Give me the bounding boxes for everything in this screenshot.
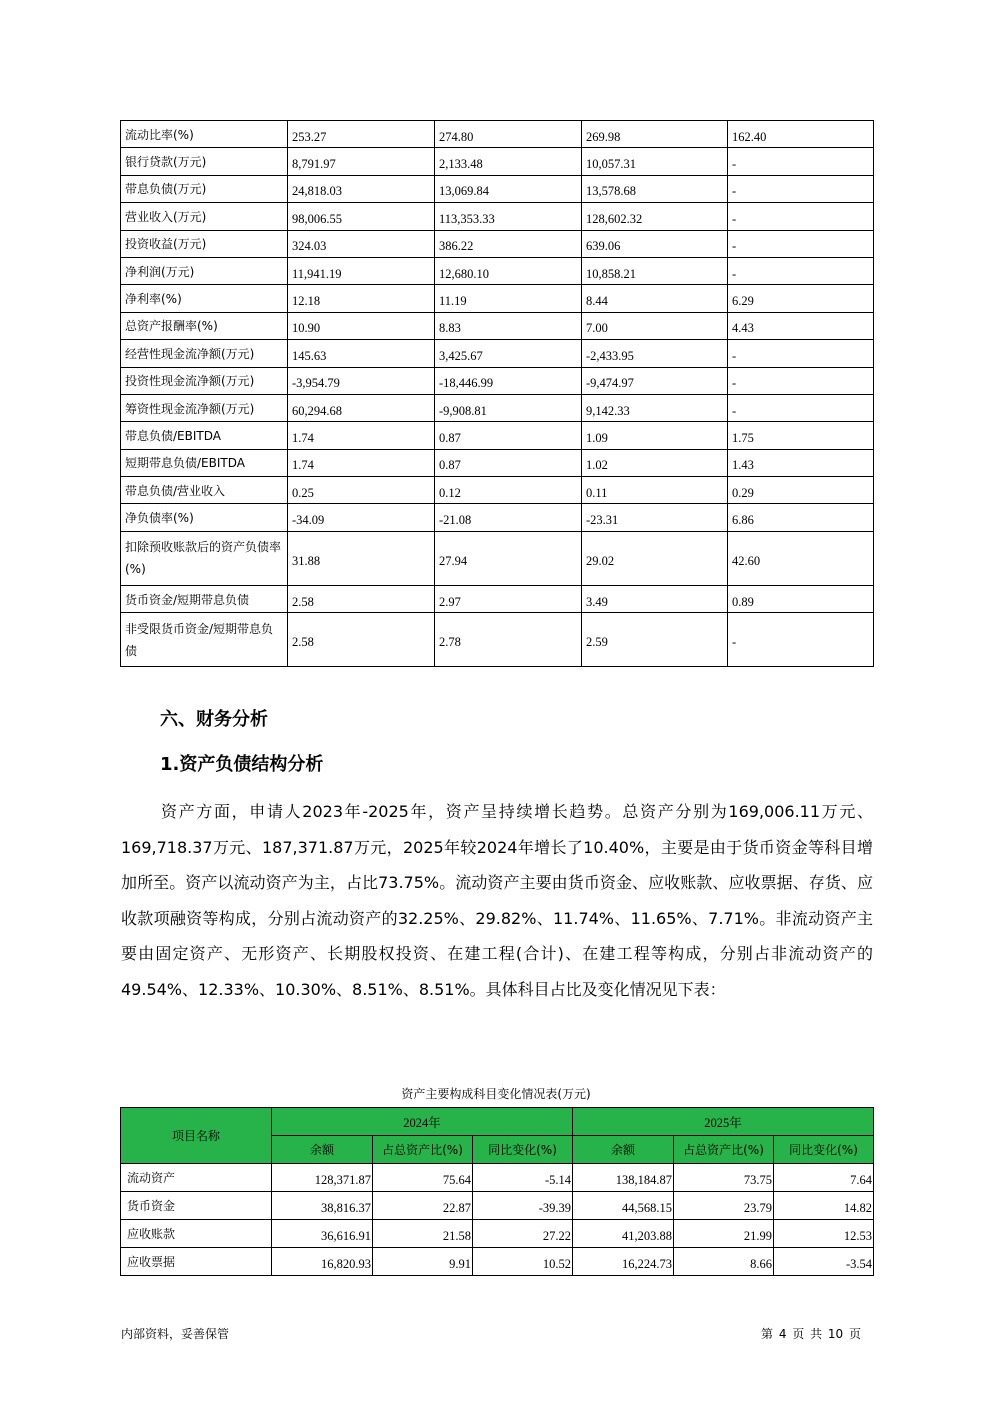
metric-value-col2: 11.19 bbox=[435, 285, 582, 312]
metrics-row bbox=[121, 312, 874, 339]
asset-item-name: 货币资金 bbox=[121, 1192, 272, 1220]
metric-value-col4: 162.40 bbox=[728, 121, 874, 148]
metrics-row bbox=[121, 477, 874, 504]
metric-value-col1: 1.74 bbox=[288, 422, 435, 449]
metric-value-col3: 2.59 bbox=[582, 613, 728, 667]
metric-label: 流动比率(%) bbox=[121, 121, 288, 148]
metric-value-col3: 10,057.31 bbox=[582, 148, 728, 175]
metric-value-col1: 253.27 bbox=[288, 121, 435, 148]
metric-value-col2: 2.78 bbox=[435, 613, 582, 667]
metric-value-col3: -9,474.97 bbox=[582, 367, 728, 394]
subheader-balance-2025: 余额 bbox=[573, 1136, 674, 1164]
year-2024-header: 2024年 bbox=[272, 1108, 573, 1136]
asset-value-col2: 9.91 bbox=[373, 1248, 473, 1276]
metric-value-col3: 269.98 bbox=[582, 121, 728, 148]
year-2025-header: 2025年 bbox=[573, 1108, 874, 1136]
asset-value-col5: 21.99 bbox=[674, 1220, 774, 1248]
metric-value-col2: 13,069.84 bbox=[435, 175, 582, 202]
metrics-row bbox=[121, 422, 874, 449]
metric-label: 非受限货币资金/短期带息负债 bbox=[121, 613, 288, 667]
financial-metrics-table bbox=[120, 120, 874, 667]
asset-row bbox=[121, 1248, 874, 1276]
analysis-paragraph: 资产方面，申请人2023年-2025年，资产呈持续增长趋势。总资产分别为169,006.11万元、169,718.37万元、187,371.87万元，2025年较2024年增长了10.40%，主要是由于货币资金等科目增加所至。资产以流动资产为主，占比73.75%。流动资产主要由货币资金、应收账款、应收票据、存货、应收款项融资等构成，分别占流动资产的32.25%、29.82%、11.74%、11.65%、7.71%。非流动资产主要由固定资产、无形资产、长期股权投资、在建工程(合计)、在建工程等构成，分别占非流动资产的49.54%、12.33%、10.30%、8.51%、8.51%。具体科目占比及变化情况见下表： bbox=[121, 802, 873, 999]
asset-value-col3: 10.52 bbox=[473, 1248, 573, 1276]
asset-composition-table bbox=[120, 1107, 874, 1276]
metric-label: 投资收益(万元) bbox=[121, 230, 288, 257]
metric-value-col1: 12.18 bbox=[288, 285, 435, 312]
item-name-header: 项目名称 bbox=[121, 1108, 272, 1164]
asset-value-col5: 23.79 bbox=[674, 1192, 774, 1220]
metric-value-col1: 2.58 bbox=[288, 585, 435, 612]
metric-value-col4: 0.89 bbox=[728, 585, 874, 612]
metrics-row bbox=[121, 340, 874, 367]
subsection-heading: 1.资产负债结构分析 bbox=[160, 754, 324, 775]
asset-value-col4: 138,184.87 bbox=[573, 1164, 674, 1192]
metric-value-col2: 3,425.67 bbox=[435, 340, 582, 367]
asset-value-col4: 16,224.73 bbox=[573, 1248, 674, 1276]
metric-value-col4: - bbox=[728, 230, 874, 257]
asset-item-name: 流动资产 bbox=[121, 1164, 272, 1192]
metrics-row bbox=[121, 613, 874, 667]
asset-value-col1: 38,816.37 bbox=[272, 1192, 373, 1220]
metric-value-col4: 42.60 bbox=[728, 531, 874, 585]
metric-value-col1: 145.63 bbox=[288, 340, 435, 367]
metric-value-col3: 10,858.21 bbox=[582, 257, 728, 284]
subheader-share-2024: 占总资产比(%) bbox=[373, 1136, 473, 1164]
metric-value-col3: 7.00 bbox=[582, 312, 728, 339]
metric-label: 净利率(%) bbox=[121, 285, 288, 312]
metrics-row bbox=[121, 531, 874, 585]
asset-value-col1: 128,371.87 bbox=[272, 1164, 373, 1192]
asset-value-col2: 75.64 bbox=[373, 1164, 473, 1192]
metrics-row bbox=[121, 230, 874, 257]
metric-label: 净负债率(%) bbox=[121, 504, 288, 531]
asset-row bbox=[121, 1220, 874, 1248]
metric-value-col3: 1.09 bbox=[582, 422, 728, 449]
metric-value-col1: 11,941.19 bbox=[288, 257, 435, 284]
metric-value-col2: 0.87 bbox=[435, 449, 582, 476]
asset-value-col1: 16,820.93 bbox=[272, 1248, 373, 1276]
metrics-row bbox=[121, 367, 874, 394]
metric-value-col3: 128,602.32 bbox=[582, 203, 728, 230]
metric-value-col4: - bbox=[728, 340, 874, 367]
asset-value-col1: 36,616.91 bbox=[272, 1220, 373, 1248]
metric-value-col3: 0.11 bbox=[582, 477, 728, 504]
metric-label: 带息负债/EBITDA bbox=[121, 422, 288, 449]
asset-value-col5: 8.66 bbox=[674, 1248, 774, 1276]
metric-value-col1: 10.90 bbox=[288, 312, 435, 339]
metric-value-col3: 29.02 bbox=[582, 531, 728, 585]
footer-page-number: 第 4 页 共 10 页 bbox=[761, 1327, 861, 1341]
subheader-yoy-2025: 同比变化(%) bbox=[774, 1136, 874, 1164]
metrics-row bbox=[121, 394, 874, 421]
metric-label: 经营性现金流净额(万元) bbox=[121, 340, 288, 367]
metric-value-col2: 2.97 bbox=[435, 585, 582, 612]
metric-value-col1: 31.88 bbox=[288, 531, 435, 585]
metric-value-col3: 9,142.33 bbox=[582, 394, 728, 421]
asset-row bbox=[121, 1164, 874, 1192]
metric-value-col3: -2,433.95 bbox=[582, 340, 728, 367]
metric-value-col2: 113,353.33 bbox=[435, 203, 582, 230]
metrics-table-body bbox=[121, 121, 874, 667]
metric-value-col1: -3,954.79 bbox=[288, 367, 435, 394]
metric-value-col4: - bbox=[728, 203, 874, 230]
metric-value-col2: 0.87 bbox=[435, 422, 582, 449]
asset-value-col3: 27.22 bbox=[473, 1220, 573, 1248]
metric-value-col4: - bbox=[728, 148, 874, 175]
metric-label: 营业收入(万元) bbox=[121, 203, 288, 230]
metric-value-col2: 274.80 bbox=[435, 121, 582, 148]
metric-value-col1: 2.58 bbox=[288, 613, 435, 667]
metrics-row bbox=[121, 285, 874, 312]
metric-label: 短期带息负债/EBITDA bbox=[121, 449, 288, 476]
metric-value-col3: 13,578.68 bbox=[582, 175, 728, 202]
metric-value-col2: 0.12 bbox=[435, 477, 582, 504]
metric-value-col1: 8,791.97 bbox=[288, 148, 435, 175]
metric-label: 带息负债/营业收入 bbox=[121, 477, 288, 504]
subheader-share-2025: 占总资产比(%) bbox=[674, 1136, 774, 1164]
metric-value-col4: 0.29 bbox=[728, 477, 874, 504]
metrics-row bbox=[121, 121, 874, 148]
metric-value-col1: -34.09 bbox=[288, 504, 435, 531]
metric-label: 扣除预收账款后的资产负债率(%) bbox=[121, 531, 288, 585]
metric-value-col4: - bbox=[728, 257, 874, 284]
metrics-row bbox=[121, 504, 874, 531]
metric-value-col3: 8.44 bbox=[582, 285, 728, 312]
asset-value-col6: 7.64 bbox=[774, 1164, 874, 1192]
asset-value-col4: 44,568.15 bbox=[573, 1192, 674, 1220]
asset-item-name: 应收票据 bbox=[121, 1248, 272, 1276]
asset-row bbox=[121, 1192, 874, 1220]
metric-value-col4: - bbox=[728, 175, 874, 202]
asset-value-col6: 14.82 bbox=[774, 1192, 874, 1220]
metric-label: 总资产报酬率(%) bbox=[121, 312, 288, 339]
metrics-row bbox=[121, 585, 874, 612]
metric-value-col3: 639.06 bbox=[582, 230, 728, 257]
asset-value-col3: -5.14 bbox=[473, 1164, 573, 1192]
metrics-row bbox=[121, 449, 874, 476]
metric-label: 筹资性现金流净额(万元) bbox=[121, 394, 288, 421]
metric-value-col4: 6.29 bbox=[728, 285, 874, 312]
metrics-row bbox=[121, 148, 874, 175]
metric-value-col1: 24,818.03 bbox=[288, 175, 435, 202]
metric-value-col2: -18,446.99 bbox=[435, 367, 582, 394]
asset-table-header-row bbox=[121, 1108, 874, 1136]
asset-value-col2: 22.87 bbox=[373, 1192, 473, 1220]
metric-value-col4: 1.75 bbox=[728, 422, 874, 449]
metric-value-col1: 324.03 bbox=[288, 230, 435, 257]
metric-value-col2: -9,908.81 bbox=[435, 394, 582, 421]
metric-value-col2: 2,133.48 bbox=[435, 148, 582, 175]
metric-value-col2: 27.94 bbox=[435, 531, 582, 585]
asset-value-col6: 12.53 bbox=[774, 1220, 874, 1248]
asset-value-col2: 21.58 bbox=[373, 1220, 473, 1248]
metric-value-col4: - bbox=[728, 613, 874, 667]
metric-value-col2: 12,680.10 bbox=[435, 257, 582, 284]
subheader-balance-2024: 余额 bbox=[272, 1136, 373, 1164]
metric-label: 净利润(万元) bbox=[121, 257, 288, 284]
metric-label: 投资性现金流净额(万元) bbox=[121, 367, 288, 394]
metric-value-col1: 98,006.55 bbox=[288, 203, 435, 230]
asset-value-col4: 41,203.88 bbox=[573, 1220, 674, 1248]
metric-value-col4: - bbox=[728, 367, 874, 394]
asset-value-col5: 73.75 bbox=[674, 1164, 774, 1192]
metric-value-col3: 3.49 bbox=[582, 585, 728, 612]
asset-item-name: 应收账款 bbox=[121, 1220, 272, 1248]
metric-value-col4: 6.86 bbox=[728, 504, 874, 531]
section-heading: 六、财务分析 bbox=[160, 709, 268, 730]
metric-value-col4: - bbox=[728, 394, 874, 421]
metric-value-col2: 8.83 bbox=[435, 312, 582, 339]
metric-value-col1: 1.74 bbox=[288, 449, 435, 476]
metrics-row bbox=[121, 257, 874, 284]
asset-table-body bbox=[121, 1108, 874, 1276]
asset-value-col3: -39.39 bbox=[473, 1192, 573, 1220]
metric-value-col1: 0.25 bbox=[288, 477, 435, 504]
metric-value-col4: 4.43 bbox=[728, 312, 874, 339]
asset-value-col6: -3.54 bbox=[774, 1248, 874, 1276]
metric-value-col2: -21.08 bbox=[435, 504, 582, 531]
subheader-yoy-2024: 同比变化(%) bbox=[473, 1136, 573, 1164]
metric-value-col3: 1.02 bbox=[582, 449, 728, 476]
metric-value-col1: 60,294.68 bbox=[288, 394, 435, 421]
metric-label: 货币资金/短期带息负债 bbox=[121, 585, 288, 612]
metric-value-col2: 386.22 bbox=[435, 230, 582, 257]
metrics-row bbox=[121, 175, 874, 202]
metric-label: 带息负债(万元) bbox=[121, 175, 288, 202]
metric-value-col3: -23.31 bbox=[582, 504, 728, 531]
metric-label: 银行贷款(万元) bbox=[121, 148, 288, 175]
footer-confidential-note: 内部资料，妥善保管 bbox=[121, 1327, 230, 1341]
metric-value-col4: 1.43 bbox=[728, 449, 874, 476]
metrics-row bbox=[121, 203, 874, 230]
asset-table-caption: 资产主要构成科目变化情况表(万元) bbox=[401, 1087, 591, 1101]
